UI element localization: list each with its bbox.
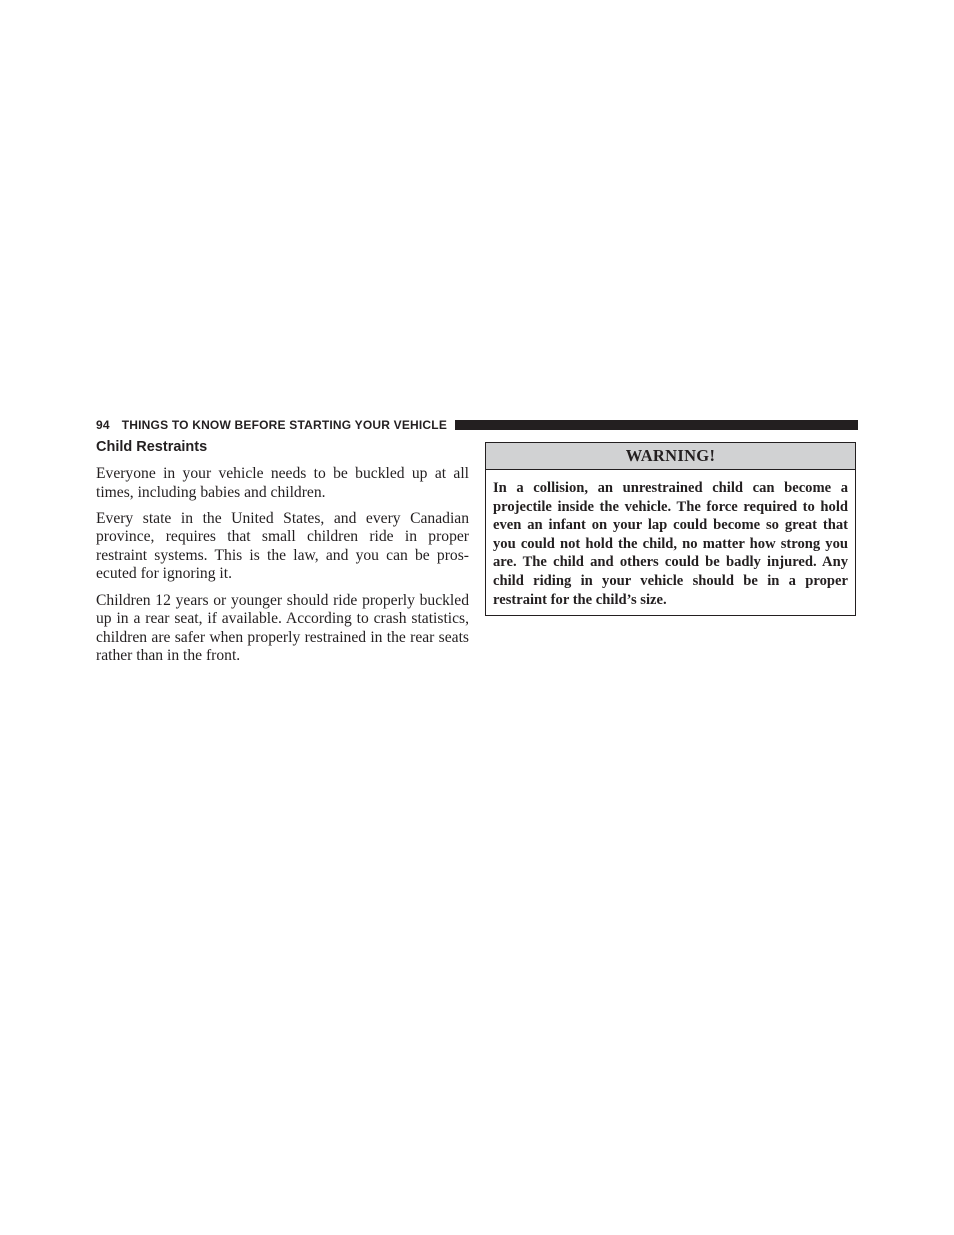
section-heading: Child Restraints [96,439,208,455]
warning-text: In a collision, an unrestrained child can become a projectile inside the vehicle. The force required to hold even an infant on your lap could become so great that you could not hold the child, no matter how strong you are. The child and others could be badly injured. Any child riding in your vehicle should be in a proper restraint for the child’s size. [493,480,848,608]
page-number: 94 [96,418,110,432]
page-header [96,417,858,433]
body-paragraph: Everyone in your vehicle needs to be buckled up at all times, including babies and children. [96,465,469,501]
body-paragraph: Every state in the United States, and every Canadian province, requires that small children ride in proper restraint systems. This is the law, and you can be prosecuted for ignoring it. [96,509,469,583]
chapter-title: THINGS TO KNOW BEFORE STARTING YOUR VEHICLE [121,418,448,432]
warning-box [485,442,856,616]
warning-title: WARNING! [486,443,855,470]
header-rule [455,420,858,430]
body-column [96,465,469,673]
body-paragraph: Children 12 years or younger should ride properly buckled up in a rear seat, if available. According to crash statistics, children are safer when properly restrained in the rear seats rather than in the front. [96,591,469,665]
